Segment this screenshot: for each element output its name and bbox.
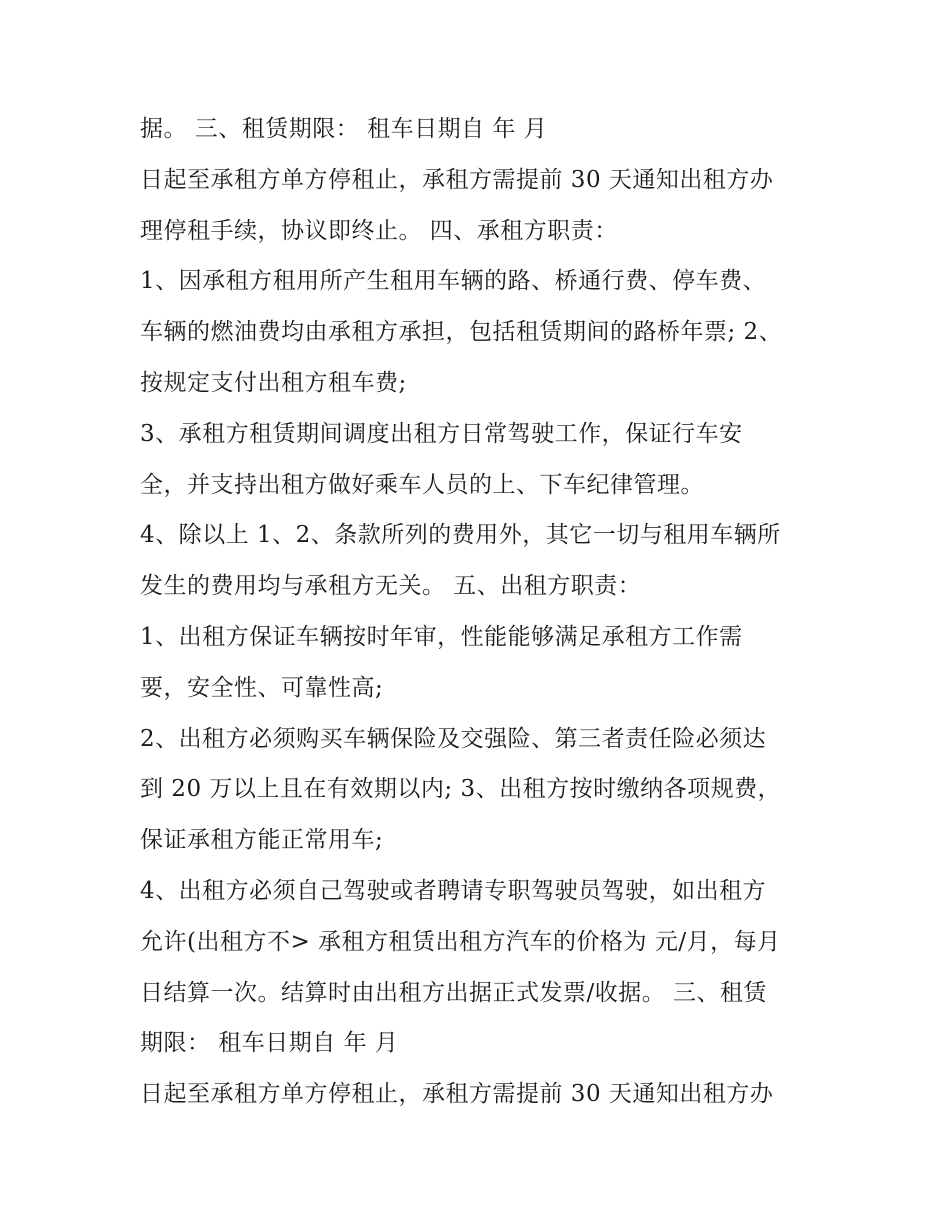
text-line: 按规定支付出租方租车费; — [140, 369, 407, 396]
text-line: 允许(出租方不> 承租方租赁出租方汽车的价格为 元/月，每月 — [140, 928, 781, 955]
text-line: 全，并支持出租方做好乘车人员的上、下车纪律管理。 — [140, 471, 704, 498]
text-line: 4、出租方必须自己驾驶或者聘请专职驾驶员驾驶，如出租方 — [140, 877, 767, 904]
text-line: 1、因承租方租用所产生租用车辆的路、桥通行费、停车费、 — [140, 268, 767, 295]
text-line: 日起至承租方单方停租止，承租方需提前 30 天通知出租方办 — [140, 1081, 774, 1108]
text-line: 保证承租方能正常用车; — [140, 827, 384, 854]
text-line: 理停租手续，协议即终止。 四、承租方职责： — [140, 217, 618, 244]
text-line: 日结算一次。结算时由出租方出据正式发票/收据。 三、租赁 — [140, 979, 768, 1006]
text-line: 3、承租方租赁期间调度出租方日常驾驶工作，保证行车安 — [140, 420, 743, 447]
text-line: 4、除以上 1、2、条款所列的费用外，其它一切与租用车辆所 — [140, 522, 781, 549]
text-line: 到 20 万以上且在有效期以内; 3、出租方按时缴纳各项规费， — [140, 776, 782, 803]
text-line: 日起至承租方单方停租止，承租方需提前 30 天通知出租方办 — [140, 166, 774, 193]
text-line: 期限： 租车日期自 年 月 — [140, 1030, 399, 1057]
text-line: 1、出租方保证车辆按时年审，性能能够满足承租方工作需 — [140, 623, 743, 650]
text-line: 要，安全性、可靠性高; — [140, 674, 384, 701]
text-line: 据。 三、租赁期限： 租车日期自 年 月 — [140, 116, 548, 142]
text-line: 车辆的燃油费均由承租方承担，包括租赁期间的路桥年票; 2、 — [140, 319, 783, 346]
text-line: 发生的费用均与承租方无关。 五、出租方职责： — [140, 573, 642, 600]
document-body — [140, 110, 820, 1126]
text-line: 2、出租方必须购买车辆保险及交强险、第三者责任险必须达 — [140, 725, 767, 752]
